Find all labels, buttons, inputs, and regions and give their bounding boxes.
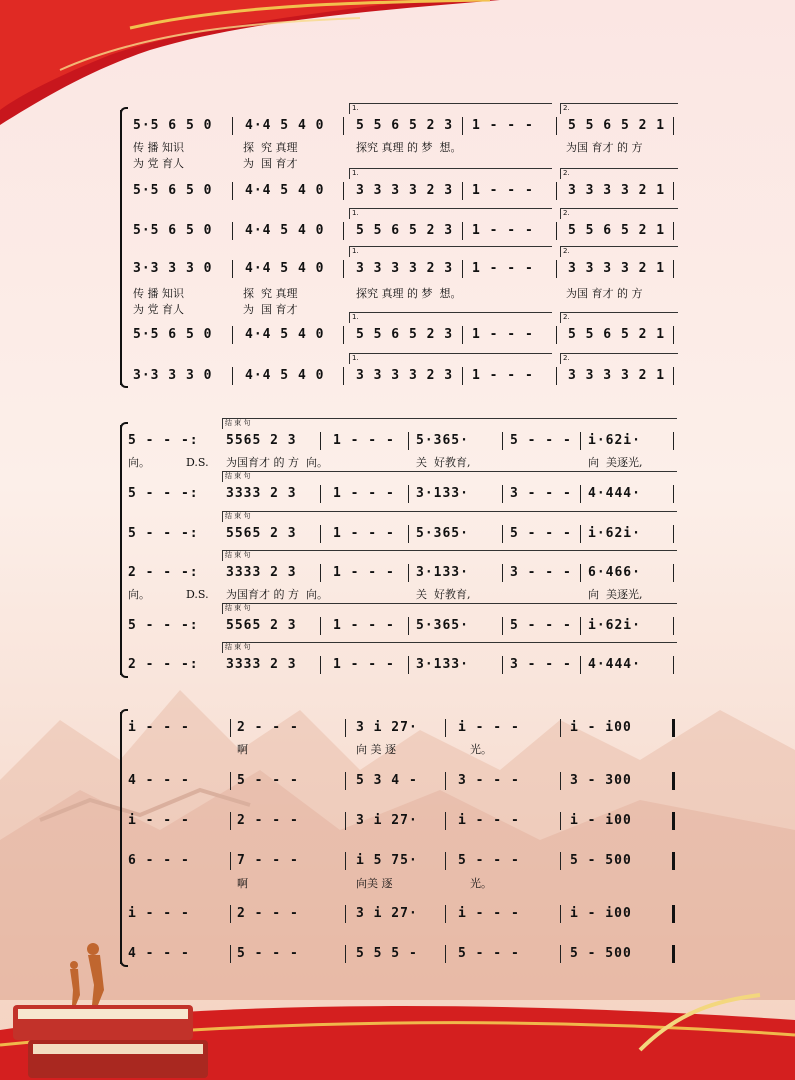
system3-lyric-line [0, 742, 795, 758]
barline [230, 772, 231, 790]
barline [560, 945, 561, 963]
barline [345, 852, 346, 870]
note-measure: 3 3 3 3 2 3 [356, 183, 454, 198]
barline [230, 719, 231, 737]
barline [502, 564, 503, 582]
volta-2: 2. [560, 312, 678, 323]
barline [502, 656, 503, 674]
system3-row [0, 903, 795, 925]
barline [556, 117, 557, 135]
barline [320, 485, 321, 503]
note-measure: 5 5 6 5 2 3 [356, 327, 454, 342]
note-measure: 4·4 5 4 0 [245, 261, 325, 276]
note-measure: 7 - - - [237, 853, 299, 868]
note-measure: 1 - - - [333, 433, 395, 448]
note-measure: 5565 2 3 [226, 526, 297, 541]
note-measure: i·62i· [588, 618, 641, 633]
note-measure: 3 - - - [510, 565, 572, 580]
volta-2: 2. [560, 353, 678, 364]
note-measure: 5·365· [416, 618, 469, 633]
system3-row [0, 943, 795, 965]
barline [556, 260, 557, 278]
note-measure: 5 - - - [510, 526, 572, 541]
note-measure: i - - - [458, 906, 520, 921]
barline [673, 564, 674, 582]
barline [580, 564, 581, 582]
barline [556, 326, 557, 344]
note-measure: 3·133· [416, 486, 469, 501]
coda-bracket: 结 束 句 [222, 642, 677, 653]
volta-1: 1. [349, 208, 552, 219]
barline [556, 222, 557, 240]
note-measure: 2 - - - [237, 906, 299, 921]
note-measure: 5 5 6 5 2 3 [356, 118, 454, 133]
note-measure: 5 - - - [458, 853, 520, 868]
note-measure: 1 - - - [472, 183, 534, 198]
note-measure: 6 - - - [128, 853, 190, 868]
lyric-text: 为 国 育才 [243, 157, 298, 170]
barline [343, 222, 344, 240]
barline [580, 485, 581, 503]
volta-1: 1. [349, 168, 552, 179]
note-measure: 4 - - - [128, 946, 190, 961]
note-measure: 2 - - -: [128, 657, 199, 672]
note-measure: 5 - 500 [570, 946, 632, 961]
note-measure: 2 - - - [237, 720, 299, 735]
barline [462, 260, 463, 278]
final-barline [672, 905, 675, 923]
note-measure: 3333 2 3 [226, 657, 297, 672]
system1-lyric-line [0, 286, 795, 302]
coda-bracket: 结 束 句 [222, 418, 677, 429]
note-measure: 1 - - - [333, 526, 395, 541]
note-measure: 5 3 4 - [356, 773, 418, 788]
barline [462, 367, 463, 385]
volta-2: 2. [560, 168, 678, 179]
note-measure: 3 - - - [510, 657, 572, 672]
barline [230, 812, 231, 830]
system1-row [0, 180, 795, 202]
note-measure: 5·365· [416, 526, 469, 541]
note-measure: 4·4 5 4 0 [245, 368, 325, 383]
volta-1: 1. [349, 353, 552, 364]
note-measure: 2 - - - [237, 813, 299, 828]
barline [345, 812, 346, 830]
system2-row [0, 654, 795, 676]
barline [502, 617, 503, 635]
barline [462, 182, 463, 200]
barline [580, 432, 581, 450]
barline [673, 617, 674, 635]
barline [232, 326, 233, 344]
lyric-text: 传 播 知识 [133, 141, 184, 154]
note-measure: 5565 2 3 [226, 618, 297, 633]
note-measure: 5 - - -: [128, 618, 199, 633]
note-measure: 3 i 27· [356, 720, 418, 735]
note-measure: 4·444· [588, 486, 641, 501]
note-measure: i - - - [458, 720, 520, 735]
system1-row [0, 220, 795, 242]
system2-row [0, 523, 795, 545]
volta-2: 2. [560, 103, 678, 114]
system2-row [0, 483, 795, 505]
note-measure: i·62i· [588, 433, 641, 448]
barline [408, 564, 409, 582]
barline [408, 656, 409, 674]
lyric-text: 向美 逐 [356, 877, 393, 890]
barline [673, 432, 674, 450]
barline [560, 812, 561, 830]
coda-bracket: 结 束 句 [222, 603, 677, 614]
note-measure: 3 3 3 3 2 1 [568, 183, 666, 198]
system3-row [0, 850, 795, 872]
note-measure: 1 - - - [333, 618, 395, 633]
barline [580, 656, 581, 674]
note-measure: 3 - - - [458, 773, 520, 788]
barline [445, 772, 446, 790]
barline [345, 719, 346, 737]
barline [230, 905, 231, 923]
barline [320, 564, 321, 582]
note-measure: 3 3 3 3 2 3 [356, 261, 454, 276]
coda-bracket: 结 束 句 [222, 471, 677, 482]
note-measure: 6·466· [588, 565, 641, 580]
lyric-text: 啊 [237, 877, 248, 890]
note-measure: 5·5 6 5 0 [133, 327, 213, 342]
lyric-text: 为 党 育人 [133, 303, 184, 316]
note-measure: 3 3 3 3 2 3 [356, 368, 454, 383]
barline [320, 432, 321, 450]
lyric-text: 传 播 知识 [133, 287, 184, 300]
lyric-text: 向 美 逐 [356, 743, 396, 756]
barline [345, 905, 346, 923]
final-barline [672, 772, 675, 790]
lyric-text: 为国育才 的 方 向。 [226, 588, 328, 601]
lyric-text: 为 国 育才 [243, 303, 298, 316]
barline [232, 260, 233, 278]
barline [580, 525, 581, 543]
barline [408, 432, 409, 450]
note-measure: 5·5 6 5 0 [133, 223, 213, 238]
barline [345, 772, 346, 790]
barline [673, 367, 674, 385]
barline [343, 117, 344, 135]
lyric-text: 探 究 真理 [243, 287, 298, 300]
system1-row [0, 324, 795, 346]
lyric-text: 向 美逐光, [588, 456, 643, 469]
volta-1: 1. [349, 103, 552, 114]
system3-row [0, 770, 795, 792]
lyric-text: 光。 [470, 877, 492, 890]
lyric-text: 为国 育才 的 方 [566, 141, 643, 154]
system1-row [0, 258, 795, 280]
final-barline [672, 852, 675, 870]
coda-bracket: 结 束 句 [222, 511, 677, 522]
note-measure: 3·3 3 3 0 [133, 261, 213, 276]
barline [673, 326, 674, 344]
note-measure: 5·5 6 5 0 [133, 183, 213, 198]
note-measure: 5 - - -: [128, 526, 199, 541]
barline [560, 772, 561, 790]
lyric-text: D.S. [186, 456, 209, 469]
barline [560, 852, 561, 870]
note-measure: 3333 2 3 [226, 486, 297, 501]
note-measure: 4·444· [588, 657, 641, 672]
barline [343, 367, 344, 385]
barline [560, 905, 561, 923]
system1-row [0, 115, 795, 137]
coda-bracket: 结 束 句 [222, 550, 677, 561]
barline [462, 326, 463, 344]
barline [343, 326, 344, 344]
note-measure: 1 - - - [472, 223, 534, 238]
note-measure: 5 - - - [237, 773, 299, 788]
note-measure: 4·4 5 4 0 [245, 183, 325, 198]
barline [230, 852, 231, 870]
barline [673, 260, 674, 278]
system1-lyric-line [0, 140, 795, 156]
note-measure: i - - - [458, 813, 520, 828]
system2-row [0, 562, 795, 584]
lyric-text: 光。 [470, 743, 492, 756]
note-measure: 3 3 3 3 2 1 [568, 368, 666, 383]
note-measure: 3·133· [416, 565, 469, 580]
barline [673, 485, 674, 503]
system1-lyric-line [0, 302, 795, 318]
barline [462, 117, 463, 135]
note-measure: i - - - [128, 720, 190, 735]
barline [343, 182, 344, 200]
note-measure: i - i00 [570, 813, 632, 828]
barline [408, 525, 409, 543]
note-measure: 5 5 6 5 2 1 [568, 223, 666, 238]
lyric-text: 为国 育才 的 方 [566, 287, 643, 300]
lyric-text: 向。 [128, 456, 150, 469]
note-measure: 5 - - - [510, 618, 572, 633]
note-measure: 5 5 6 5 2 1 [568, 327, 666, 342]
note-measure: 5·365· [416, 433, 469, 448]
volta-1: 1. [349, 312, 552, 323]
barline [320, 656, 321, 674]
lyric-text: 探究 真理 的 梦 想。 [356, 141, 462, 154]
lyric-text: 为国育才 的 方 向。 [226, 456, 328, 469]
note-measure: i 5 75· [356, 853, 418, 868]
system3-row [0, 810, 795, 832]
barline [560, 719, 561, 737]
note-measure: 5 - - - [237, 946, 299, 961]
barline [408, 485, 409, 503]
barline [673, 525, 674, 543]
note-measure: 1 - - - [333, 565, 395, 580]
note-measure: 1 - - - [472, 327, 534, 342]
lyric-text: 啊 [237, 743, 248, 756]
note-measure: 3 - - - [510, 486, 572, 501]
volta-2: 2. [560, 246, 678, 257]
barline [343, 260, 344, 278]
lyric-text: 探究 真理 的 梦 想。 [356, 287, 462, 300]
barline [673, 656, 674, 674]
barline [673, 222, 674, 240]
lyric-text: D.S. [186, 588, 209, 601]
barline [556, 367, 557, 385]
note-measure: i - i00 [570, 906, 632, 921]
barline [445, 905, 446, 923]
barline [502, 485, 503, 503]
barline [232, 222, 233, 240]
barline [320, 617, 321, 635]
barline [673, 182, 674, 200]
final-barline [672, 719, 675, 737]
barline [232, 367, 233, 385]
note-measure: i - - - [128, 813, 190, 828]
system3-lyric-line [0, 876, 795, 892]
volta-1: 1. [349, 246, 552, 257]
system3-row [0, 717, 795, 739]
barline [445, 852, 446, 870]
note-measure: 5 - - - [458, 946, 520, 961]
note-measure: 1 - - - [472, 118, 534, 133]
barline [673, 117, 674, 135]
note-measure: 4·4 5 4 0 [245, 118, 325, 133]
note-measure: 3 - 300 [570, 773, 632, 788]
lyric-text: 关 好教育, [416, 456, 471, 469]
barline [580, 617, 581, 635]
barline [230, 945, 231, 963]
note-measure: 5 5 6 5 2 3 [356, 223, 454, 238]
barline [232, 182, 233, 200]
final-barline [672, 812, 675, 830]
lyric-text: 探 究 真理 [243, 141, 298, 154]
note-measure: 1 - - - [472, 368, 534, 383]
note-measure: 5 5 5 - [356, 946, 418, 961]
note-measure: i - - - [128, 906, 190, 921]
system2-row [0, 430, 795, 452]
note-measure: 4·4 5 4 0 [245, 327, 325, 342]
note-measure: 4·4 5 4 0 [245, 223, 325, 238]
volta-2: 2. [560, 208, 678, 219]
barline [502, 432, 503, 450]
barline [320, 525, 321, 543]
final-barline [672, 945, 675, 963]
note-measure: 1 - - - [333, 486, 395, 501]
note-measure: i - i00 [570, 720, 632, 735]
note-measure: 3 i 27· [356, 906, 418, 921]
note-measure: 5 - 500 [570, 853, 632, 868]
barline [445, 945, 446, 963]
note-measure: 5 - - -: [128, 433, 199, 448]
system1-row [0, 365, 795, 387]
note-measure: 1 - - - [333, 657, 395, 672]
system2-row [0, 615, 795, 637]
note-measure: 3·3 3 3 0 [133, 368, 213, 383]
note-measure: 3 3 3 3 2 1 [568, 261, 666, 276]
barline [445, 812, 446, 830]
note-measure: 4 - - - [128, 773, 190, 788]
system2-lyric-line [0, 587, 795, 603]
lyric-text: 向。 [128, 588, 150, 601]
note-measure: 5 - - - [510, 433, 572, 448]
note-measure: 3333 2 3 [226, 565, 297, 580]
barline [445, 719, 446, 737]
note-measure: 2 - - -: [128, 565, 199, 580]
lyric-text: 向 美逐光, [588, 588, 643, 601]
barline [345, 945, 346, 963]
note-measure: i·62i· [588, 526, 641, 541]
note-measure: 5 5 6 5 2 1 [568, 118, 666, 133]
note-measure: 5565 2 3 [226, 433, 297, 448]
system2-lyric-line [0, 455, 795, 471]
barline [556, 182, 557, 200]
note-measure: 3 i 27· [356, 813, 418, 828]
note-measure: 3·133· [416, 657, 469, 672]
barline [232, 117, 233, 135]
barline [502, 525, 503, 543]
note-measure: 5 - - -: [128, 486, 199, 501]
note-measure: 1 - - - [472, 261, 534, 276]
barline [408, 617, 409, 635]
note-measure: 5·5 6 5 0 [133, 118, 213, 133]
barline [462, 222, 463, 240]
system1-lyric-line [0, 156, 795, 172]
lyric-text: 为 党 育人 [133, 157, 184, 170]
lyric-text: 关 好教育, [416, 588, 471, 601]
